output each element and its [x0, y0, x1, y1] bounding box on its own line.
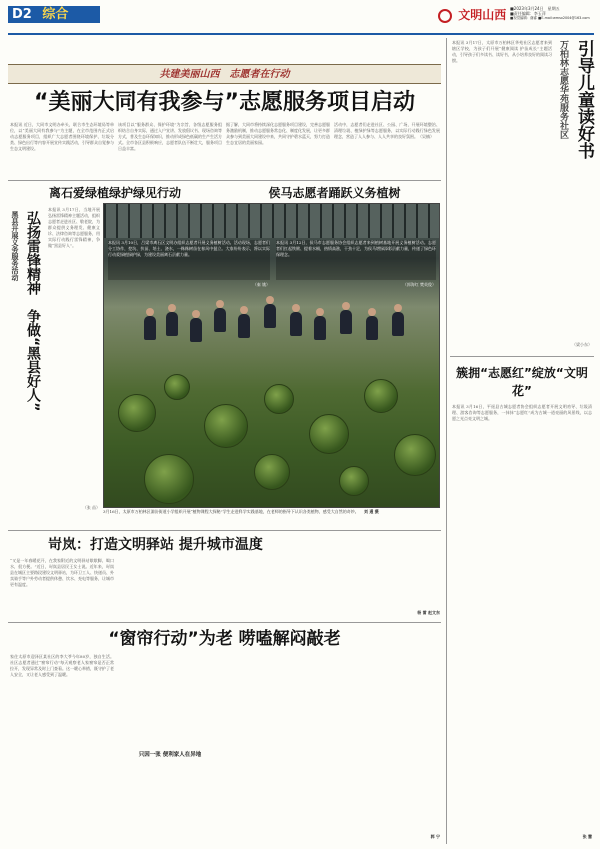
page-number: D2	[12, 7, 32, 22]
lower-rule	[8, 622, 441, 623]
student-figure	[238, 314, 250, 338]
photo-credit: 刘 通 摄	[364, 509, 379, 514]
lead-body-col3: 据了解，大同市将持续深化志愿服务项目建设，完善志愿服务激励机制，推动志愿服务常态化、制度化发展，让更多群众参与到美丽大同建设中来，共同守护碧水蓝天，努力打造生态宜居的美丽家园。	[226, 122, 330, 145]
masthead-logo	[438, 6, 508, 24]
student-figure	[166, 312, 178, 336]
student-figure	[190, 318, 202, 342]
window-credit: 郭 宁	[430, 834, 440, 839]
cactus	[394, 434, 436, 476]
lead-body-col4: 活动中，志愿者们走进社区、公园、广场，开展环境整治、清理垃圾、植绿护绿等志愿服务，以实际行动践行绿色发展理念，营造了人人参与、人人共享的良好氛围。（吴楠）	[334, 122, 440, 139]
lishi-headline: 离石爱绿植绿护绿见行动	[48, 186, 181, 200]
lead-body-col1: 本报讯 近日，大同市文明办牵头，联合市生态环境局等单位，以“美丽大同有我参与”为主题，在全市范围内正式启动志愿服务项目，组织广大志愿者围绕环境保护、垃圾分类、绿色出行等内容开展宣传实践活动，引导群众自觉参与生态文明建设。	[10, 122, 114, 151]
cactus	[264, 384, 294, 414]
news-photo	[103, 203, 440, 508]
student-figure	[264, 304, 276, 328]
kelan-body-cont2	[226, 558, 330, 616]
lead-headline: “美丽大同有我参与”志愿服务项目启动	[34, 90, 415, 115]
student-figure	[214, 308, 226, 332]
sidebar1-body: 本报讯 3月17日，太原市万柏林区华苑社区志愿者来到辖区学校，为孩子们开展“健康阅读 护苗成长”主题活动，引导孩子们多读书、读好书，从小培养良好的阅读习惯。	[452, 40, 552, 63]
cactus	[339, 466, 369, 496]
huguan-story	[8, 203, 100, 519]
window-subheading: 只因一张 便利家人在异地	[138, 752, 202, 758]
page-section-header	[8, 6, 100, 23]
cactus	[118, 394, 156, 432]
cactus	[309, 414, 349, 454]
houma-credit: （郭海红 樊英俊）	[402, 282, 436, 287]
kelan-body: “又是一年春暖花开，在我家附近的文明驿站歇歇脚、喝口水，很方便。”近日，岢岚县居民王女士说。近年来，岢岚县在城区主要路段建设文明驿站，为环卫工人、快递员、外卖骑手等户外劳动者提供休憩、饮水、充电等服务，让城市更有温度。	[10, 558, 114, 587]
header-meta	[510, 6, 596, 28]
cactus	[204, 404, 248, 448]
header-rule	[8, 33, 594, 35]
kelan-body-cont	[118, 558, 222, 616]
photo-caption-text: 3月16日，太原市万柏林区漪汾街道小学组织开展“植物课程大探秘”学生走进科学实践基地，在老师的指导下认识各类植物，感受大自然的奇妙。	[103, 509, 359, 514]
student-figure	[144, 316, 156, 340]
window-col2	[118, 654, 222, 840]
cactus	[364, 379, 398, 413]
sidebar-rule	[450, 356, 594, 357]
lishi-body: 本报讯 3月10日，吕梁市离石区文明办组织志愿者开展义务植树活动。活动现场，志愿者们分工协作，挖坑、扶苗、培土、浇水，一株株树苗在春风中挺立。大家纷纷表示，将以实际行动爱绿植绿护绿，为建设美丽离石贡献力量。	[108, 240, 270, 280]
cactus	[144, 454, 194, 504]
sidebar2-credit: 张 慧	[582, 834, 592, 839]
sidebar1-credit: （梁小东）	[572, 342, 592, 347]
houma-body: 本报讯 3月12日，侯马市志愿服务协会组织志愿者来到植树基地开展义务植树活动。志愿者们扛起铁锹、提着水桶，热情高涨，干劲十足，为侯马增绿添彩贡献力量，传递了绿色环保理念。	[276, 240, 436, 280]
kelan-credit: 杨 雷 赵文东	[417, 610, 440, 615]
mid-rule	[8, 530, 441, 531]
student-figure	[366, 316, 378, 340]
sidebar2-body: 本报讯 3月16日，平遥县古城志愿者协会组织志愿者开展文明劝导、垃圾清理、游客咨询等志愿服务，一抹抹“志愿红”成为古城一道亮丽的风景线，以志愿之光点亮文明之城。	[452, 404, 592, 421]
student-figure	[340, 310, 352, 334]
logo-text: 文明山西	[458, 8, 507, 22]
sidebar1-headline: 引导儿童读好书	[574, 40, 594, 159]
sidebar1-kicker: 万柏林志愿华苑服务社区	[558, 40, 568, 139]
cactus	[164, 374, 190, 400]
greenhouse-roof	[104, 204, 439, 238]
lishi-credit: （秦 娥）	[252, 282, 270, 287]
window-headline: “窗帘行动”为老 唠嗑解闷敲老	[108, 629, 341, 649]
student-figure	[314, 316, 326, 340]
huguan-headline: 弘扬雷锋精神 争做“黑县好人”	[25, 211, 41, 412]
header-contact: ■视觉编辑：谢睿 ■E-mail:wmsx2004@163.com	[510, 16, 590, 20]
topic-banner: 共建美丽山西 志愿者在行动	[8, 64, 441, 84]
header-date: ■2023年3月24日 星期五	[510, 6, 560, 11]
column-divider	[446, 38, 447, 844]
huguan-credit: （张 苗）	[82, 505, 100, 510]
logo-ring-icon	[438, 9, 452, 23]
kelan-headline: 岢岚：打造文明驿站 提升城市温度	[48, 537, 263, 553]
section-name: 综合	[42, 7, 69, 22]
huguan-kicker: 黑县开展义务服务活动	[11, 211, 19, 281]
student-figure	[290, 312, 302, 336]
window-body: 家住太原市迎泽区某社区的李大爷今年80岁，独自生活。社区志愿者通过“窗帘行动”每天观察老人家窗帘是否正常拉开，发现异常及时上门查看。这一暖心举措，既守护了老人安全，又让老人感受到了温暖。	[10, 654, 114, 677]
lead-bottom-rule	[8, 180, 441, 181]
houma-headline: 侯马志愿者踊跃义务植树	[268, 186, 401, 200]
huguan-body: 本报讯 3月17日，当地开展弘扬雷锋精神主题活动，组织志愿者走进社区、敬老院，为群众提供义务理发、健康义诊、法律咨询等志愿服务，用实际行动践行雷锋精神，争做“黑县好人”。	[48, 207, 100, 248]
header-editor: ■责任编辑：李玉萍	[510, 11, 546, 16]
cactus	[254, 454, 290, 490]
sidebar2-headline: 簇拥“志愿红”绽放“文明花”	[456, 366, 588, 398]
lead-body-col2: 该项目以“服务群众、保护环境”为宗旨，各级志愿服务组织结合自身实际，通过入户宣讲、发放倡议书、现场咨询等方式，普及生态环保知识，推动形成绿色低碳的生产生活方式。全市各区县积极响应，志愿者队伍不断壮大，服务项目日益丰富。	[118, 122, 222, 151]
photo-caption	[103, 509, 440, 527]
student-figure	[392, 312, 404, 336]
